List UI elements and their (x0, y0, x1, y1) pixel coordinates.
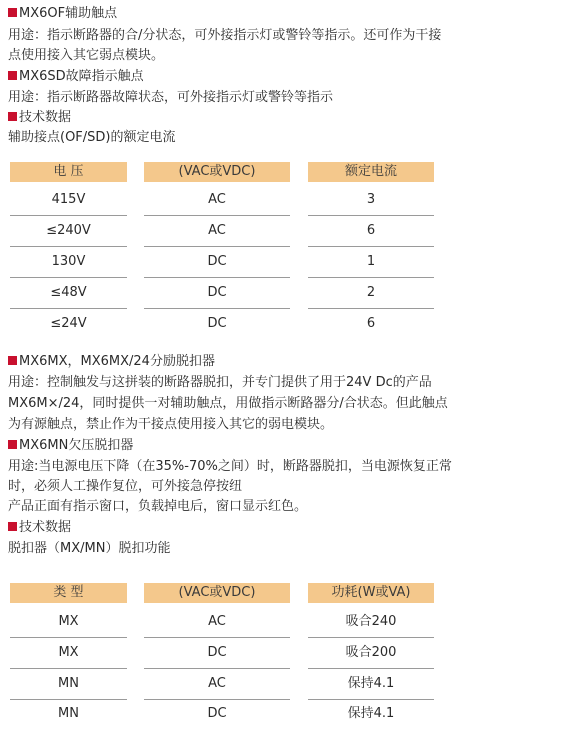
mn-usage-line-2: 时，必须人工操作复位，可外接急停按纽 (8, 479, 243, 494)
table1-header-voltage: 电 压 (10, 162, 127, 182)
table-cell: AC (144, 185, 290, 216)
table-cell: AC (144, 216, 290, 247)
table2-header-power: 功耗(W或VA) (308, 583, 434, 603)
mx-usage-line-3: 为有源触点，禁止作为干接点使用接入其它的弱电模块。 (8, 417, 334, 432)
table-cell: 3 (308, 185, 434, 216)
mn-usage-line-3: 产品正面有指示窗口，负载掉电后，窗口显示红色。 (8, 499, 308, 514)
sd-usage-line: 用途：指示断路器故障状态，可外接指示灯或警铃等指示 (8, 90, 334, 105)
table-cell: AC (144, 607, 290, 638)
table-cell: 415V (10, 185, 127, 216)
table-cell: 2 (308, 278, 434, 309)
of-contact-heading: MX6OF辅助触点 (8, 4, 117, 24)
table2-header-voltage: (VAC或VDC) (144, 583, 290, 603)
table-cell: 6 (308, 216, 434, 247)
table-cell: DC (207, 316, 227, 331)
mx-usage-line-2: MX6M×/24，同时提供一对辅助触点，用做指示断路器分/合状态。但此触点 (8, 396, 448, 411)
table1-caption: 辅助接点(OF/SD)的额定电流 (8, 130, 176, 145)
mn-usage-line-1: 用途:当电源电压下降（在35%-70%之间）时，断路器脱扣，当电源恢复正常 (8, 459, 452, 474)
of-usage-line-1: 用途：指示断路器的合/分状态，可外接指示灯或警铃等指示。还可作为干接 (8, 28, 442, 43)
tech-data-heading-1: 技术数据 (8, 108, 71, 128)
table-cell: DC (144, 278, 290, 309)
table-cell: MN (10, 669, 127, 700)
table-cell: ≤24V (50, 316, 87, 331)
table-cell: DC (144, 638, 290, 669)
mx-release-heading: MX6MX，MX6MX/24分励脱扣器 (8, 352, 215, 372)
table-cell: 保持4.1 (347, 706, 395, 721)
tech-data-heading-2: 技术数据 (8, 518, 71, 538)
table-cell: DC (144, 247, 290, 278)
table-cell: 130V (10, 247, 127, 278)
table-cell: MX (10, 638, 127, 669)
sd-contact-heading: MX6SD故障指示触点 (8, 67, 144, 87)
table1-header-type: (VAC或VDC) (144, 162, 290, 182)
of-usage-line-2: 点使用接入其它弱点模块。 (8, 48, 165, 63)
table-cell: 1 (308, 247, 434, 278)
table-cell: ≤240V (10, 216, 127, 247)
table-cell: ≤48V (10, 278, 127, 309)
table-cell: 吸合240 (308, 607, 434, 638)
table-cell: MN (58, 706, 79, 721)
table-cell: 吸合200 (308, 638, 434, 669)
table-cell: AC (144, 669, 290, 700)
table-cell: DC (207, 706, 227, 721)
table-cell: 6 (366, 316, 376, 331)
table-cell: 保持4.1 (308, 669, 434, 700)
table-cell: MX (10, 607, 127, 638)
table2-caption: 脱扣器（MX/MN）脱扣功能 (8, 541, 171, 556)
table1-header-current: 额定电流 (308, 162, 434, 182)
mx-usage-line-1: 用途：控制触发与这拼装的断路器脱扣，并专门提供了用于24V Dc的产品 (8, 375, 432, 390)
mn-release-heading: MX6MN欠压脱扣器 (8, 436, 133, 456)
table2-header-type: 类 型 (10, 583, 127, 603)
